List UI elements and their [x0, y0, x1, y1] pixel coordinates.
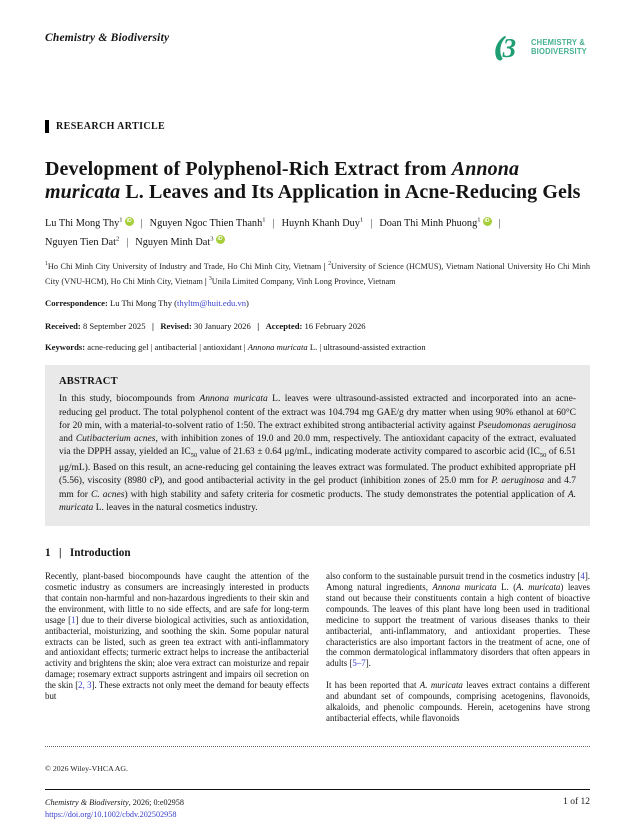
- correspondence-name: Lu Thi Mong Thy (: [110, 298, 178, 309]
- journal-logo: [492, 32, 590, 64]
- author-name: Nguyen Tien Dat: [45, 236, 116, 248]
- author-affiliation-number: 2: [115, 235, 120, 243]
- journal-logo-text: [531, 39, 587, 56]
- author: [135, 237, 224, 248]
- article-type-banner: [45, 120, 590, 133]
- dotted-divider: [45, 746, 590, 747]
- correspondence-label: Correspondence:: [45, 298, 111, 309]
- correspondence-line: [45, 297, 590, 309]
- citation-link[interactable]: 5–7: [352, 658, 366, 669]
- author-affiliation-number: 3: [210, 235, 214, 243]
- orcid-icon[interactable]: iD: [217, 236, 223, 243]
- page-number: 1 of 12: [563, 797, 590, 807]
- author-affiliation-number: 1: [119, 217, 123, 224]
- page-title: Development of Polyphenol-Rich Extract from Annona muricata L. Leaves and Its Application in Acne-Reducing Gels: [45, 158, 581, 203]
- logo-text-line1: CHEMISTRY &: [531, 38, 586, 48]
- body-columns: [45, 571, 590, 724]
- author-name: Nguyen Ngoc Thien Thanh: [149, 218, 263, 230]
- journal-citation: Chemistry & Biodiversity, 2026; 0:e02958: [45, 798, 184, 807]
- author-separator: |: [498, 218, 501, 230]
- author-separator: |: [126, 236, 129, 248]
- citation-link[interactable]: 4: [580, 571, 585, 582]
- journal-name: Chemistry & Biodiversity: [45, 32, 170, 44]
- citation-link[interactable]: 1: [71, 614, 76, 625]
- footer-citation-block: [45, 797, 184, 821]
- author-affiliation-number: 1: [359, 217, 364, 224]
- author-separator: |: [370, 218, 373, 230]
- abstract-text: In this study, biocompounds from Annona muricata L. leaves were ultrasound-assisted extracted and incorporated into an acne-reducing gel product. The total polyphenol content of the extract was 104.794 mg GAE/g dry matter when using 90% ethanol at 60°C for 20 min, with a material-to-solvent ratio of 1:50. The extract exhibited strong antibacterial activity against Pseudomonas aeruginosa and Cutibacterium acnes, with inhibition zones of 19.0 and 20.0 mm, respectively. The antioxidant capacity of the extract, evaluated via the DPPH assay, yielded an $IC_{50}$ value of 21.63 ± 0.64 μg/mL, indicating moderate activity compared to ascorbic acid ($IC_{50}$ of 6.51 μg/mL). Based on this result, an acne-reducing gel containing the leaves extract was formulated. The product exhibited appropriate pH (5.56), viscosity (8980 cP), and good antibacterial activity in the gel product (inhibition zones of 25.0 mm for P. aeruginosa and 4.7 mm for C. acnes) with high stability and safety criteria for cosmetic products. The study demonstrates the potential application of A. muricata L. leaves in the natural cosmetics industry.: [59, 394, 577, 513]
- article-type-bar: [45, 120, 49, 133]
- author: [282, 218, 364, 229]
- affiliations: $^1$Ho Chi Minh City University of Industry and Trade, Ho Chi Minh City, Vietnam | $^2$University of Science (HCMUS), Vietnam National University Ho Chi Minh City (VNU-HCM), Ho Chi Minh City, Vietnam | $^3$Unila Limited Company, Vinh Long Province, Vietnam: [45, 260, 591, 286]
- author: [150, 218, 266, 229]
- logo-text-line2: BIODIVERSITY: [531, 47, 588, 56]
- abstract-section: [45, 365, 590, 526]
- journal-logo-icon: [492, 32, 528, 64]
- author: [379, 218, 491, 229]
- correspondence-close: ): [246, 298, 249, 309]
- footer-rule: [45, 789, 590, 790]
- correspondence-email-link[interactable]: thyltm@huit.edu.vn: [177, 298, 247, 309]
- orcid-icon[interactable]: iD: [126, 218, 132, 224]
- orcid-icon[interactable]: iD: [484, 218, 490, 224]
- author-name: Lu Thi Mong Thy: [45, 218, 120, 230]
- page-footer: [45, 797, 590, 821]
- svg-text:3: 3: [502, 33, 517, 63]
- author-name: Doan Thi Minh Phuong: [379, 218, 478, 230]
- copyright-text: © 2026 Wiley-VHCA AG.: [45, 764, 129, 773]
- keywords-line: Keywords: acne-reducing gel | antibacterial | antioxidant | Annona muricata L. | ultrasound-assisted extraction: [45, 342, 426, 353]
- doi-link[interactable]: https://doi.org/10.1002/cbdv.202502958: [45, 810, 177, 819]
- citation-link[interactable]: 2, 3: [78, 680, 92, 691]
- page-header: [45, 0, 590, 64]
- author-name: Huynh Khanh Duy: [281, 218, 360, 230]
- paragraph: also conform to the sustainable pursuit trend in the cosmetics industry [4]. Among natural ingredients, Annona muricata L. (A. muricata) leaves stand out because their constituents contain a high content of bioactive compounds. The leaves of this plant have long been used in traditional medicine to support the treatment of various diseases thanks to their antibacterial, anti-inflammatory, and antioxidant properties. These characteristics are also important factors in the treatment of acne, one of the common dermatological inflammatory disorders that often appears in adults [5–7].: [326, 571, 590, 669]
- author-affiliation-number: 1: [477, 217, 481, 224]
- author: [45, 218, 134, 229]
- author-name: Nguyen Minh Dat: [135, 236, 211, 248]
- author-affiliation-number: 1: [262, 217, 266, 224]
- author-separator: |: [272, 218, 275, 230]
- paragraph: It has been reported that A. muricata leaves extract contains a different and abundant set of compounds, comprising acetogenins, flavonoids, alkaloids, and phenolic compounds. Herein, acetogenins have strong antibacterial effects, while flavonoids: [326, 680, 591, 723]
- section-heading-introduction: 1 | Introduction: [45, 547, 131, 560]
- author-separator: |: [140, 218, 143, 230]
- author: [45, 237, 119, 248]
- intro-left-column: [45, 571, 309, 724]
- author-list: [45, 213, 590, 250]
- paragraph: Recently, plant-based biocompounds have caught the attention of the cosmetic industry as consumers are increasingly interested in products that contain non-harmful and non-hazardous ingredients to their skin and the environment, with little to no side effects, and are safe for long-term usage [1] due to their diverse biological activities, such as antioxidation, antibacterial, moisturizing, and soothing the skin. Some popular natural extracts can be listed, such as green tea extract with anti-inflammatory and antioxidant effects; turmeric extract helps to increase the antibacterial activity and brightens the skin; aloe vera extract can moisturize and repair damage; rosemary extract supports astringent and impairs oil secretion on the skin [2, 3]. These extracts not only meet the demand for beauty effects but: [45, 571, 310, 702]
- article-type-label: RESEARCH ARTICLE: [56, 121, 166, 132]
- abstract-heading: ABSTRACT: [59, 376, 118, 388]
- dates-line: Received: 8 September 2025 | Revised: 30 January 2026 | Accepted: 16 February 2026: [45, 321, 366, 332]
- intro-right-column: [326, 571, 590, 724]
